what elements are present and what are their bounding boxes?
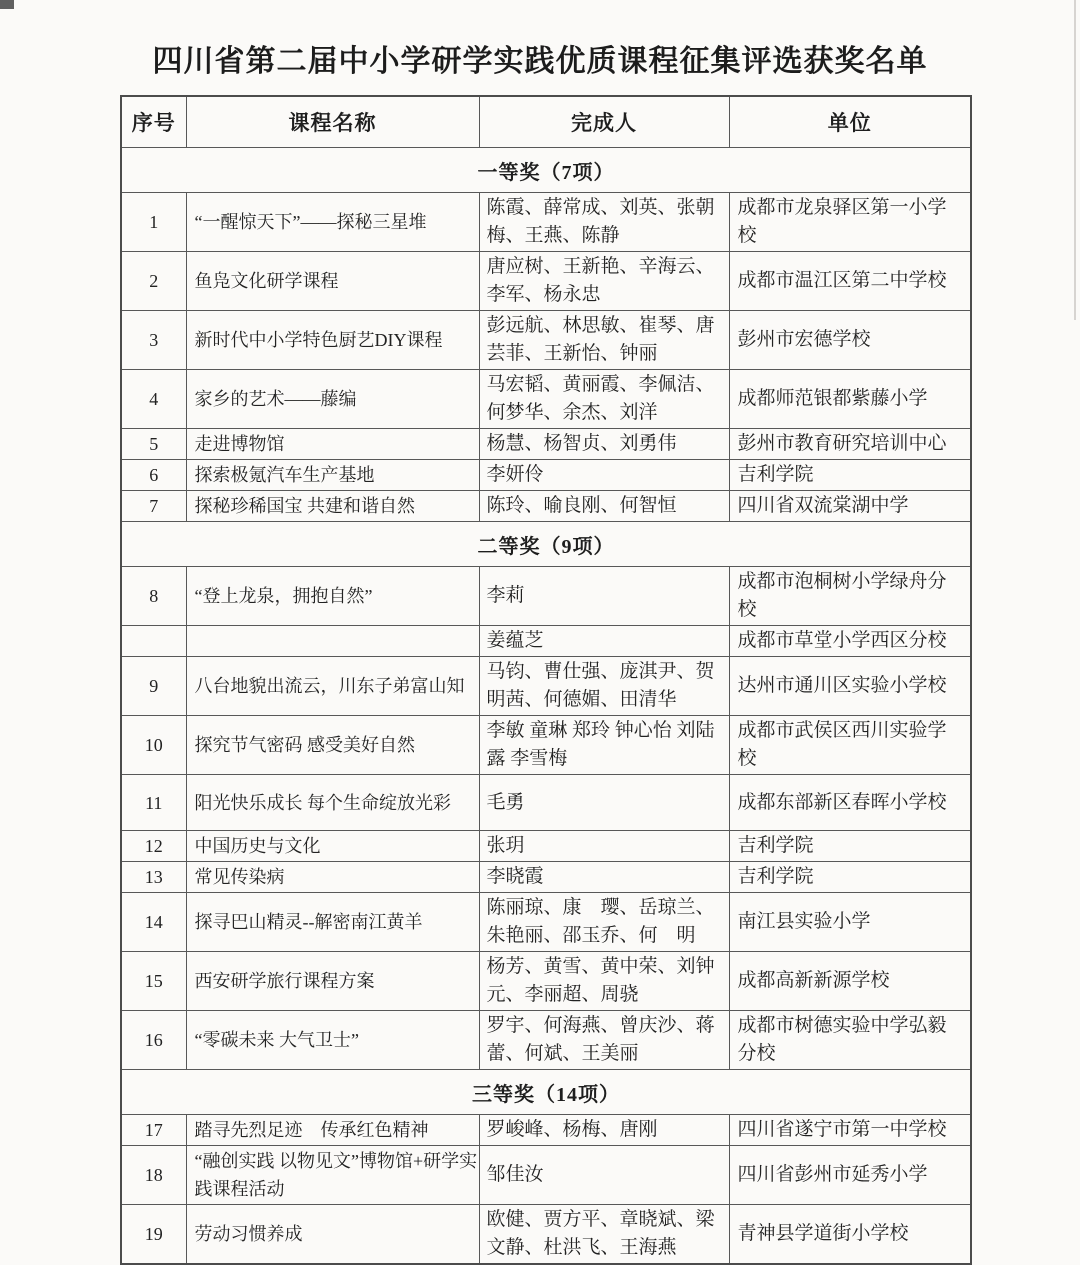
header-course: 课程名称 (186, 96, 479, 148)
unit-cell: 成都市草堂小学西区分校 (729, 626, 971, 657)
people-cell: 欧健、贾方平、章晓斌、梁文静、杜洪飞、王海燕 (479, 1205, 729, 1265)
people-cell: 彭远航、林思敏、崔琴、唐芸菲、王新怡、钟丽 (479, 311, 729, 370)
unit-cell: 青神县学道街小学校 (729, 1205, 971, 1265)
people-cell: 毛勇 (479, 775, 729, 831)
unit-cell: 彭州市教育研究培训中心 (729, 429, 971, 460)
table-row (121, 862, 971, 893)
table-row (121, 1011, 971, 1070)
award-table (120, 95, 972, 1265)
people-cell: 罗峻峰、杨梅、唐刚 (479, 1115, 729, 1146)
course-cell: 阳光快乐成长 每个生命绽放光彩 (186, 775, 479, 831)
section-label: 一等奖（7项） (121, 148, 971, 193)
num-cell: 10 (121, 716, 186, 775)
table-row (121, 429, 971, 460)
table-row (121, 831, 971, 862)
course-cell (186, 626, 479, 657)
table-row (121, 193, 971, 252)
section-label: 二等奖（9项） (121, 522, 971, 567)
num-cell: 7 (121, 491, 186, 522)
section-label: 三等奖（14项） (121, 1070, 971, 1115)
unit-cell: 吉利学院 (729, 862, 971, 893)
table-row (121, 657, 971, 716)
section-row (121, 522, 971, 567)
num-cell: 9 (121, 657, 186, 716)
course-cell: 鱼凫文化研学课程 (186, 252, 479, 311)
table-row (121, 1115, 971, 1146)
unit-cell: 成都市温江区第二中学校 (729, 252, 971, 311)
header-unit: 单位 (729, 96, 971, 148)
course-cell: “一醒惊天下”——探秘三星堆 (186, 193, 479, 252)
people-cell: 陈霞、薛常成、刘英、张朝梅、王燕、陈静 (479, 193, 729, 252)
unit-cell: 彭州市宏德学校 (729, 311, 971, 370)
num-cell: 5 (121, 429, 186, 460)
unit-cell: 四川省彭州市延秀小学 (729, 1146, 971, 1205)
table-row (121, 370, 971, 429)
people-cell: 姜蕴芝 (479, 626, 729, 657)
course-cell: 劳动习惯养成 (186, 1205, 479, 1265)
unit-cell: 成都市武侯区西川实验学校 (729, 716, 971, 775)
course-cell: “登上龙泉，拥抱自然” (186, 567, 479, 626)
table-row (121, 893, 971, 952)
course-cell: 踏寻先烈足迹 传承红色精神 (186, 1115, 479, 1146)
unit-cell: 成都高新新源学校 (729, 952, 971, 1011)
people-cell: 杨慧、杨智贞、刘勇伟 (479, 429, 729, 460)
course-cell: 西安研学旅行课程方案 (186, 952, 479, 1011)
unit-cell: 成都师范银都紫藤小学 (729, 370, 971, 429)
people-cell: 李莉 (479, 567, 729, 626)
num-cell: 18 (121, 1146, 186, 1205)
num-cell: 12 (121, 831, 186, 862)
table-row (121, 716, 971, 775)
section-row (121, 148, 971, 193)
num-cell: 6 (121, 460, 186, 491)
page-title: 四川省第二届中小学研学实践优质课程征集评选获奖名单 (152, 45, 928, 78)
people-cell: 李晓霞 (479, 862, 729, 893)
scan-artifact (0, 0, 14, 9)
table-header-row (121, 96, 971, 148)
course-cell: “融创实践 以物见文”博物馆+研学实践课程活动 (186, 1146, 479, 1205)
people-cell: 唐应树、王新艳、辛海云、李军、杨永忠 (479, 252, 729, 311)
unit-cell: 南江县实验小学 (729, 893, 971, 952)
people-cell: 陈丽琼、康 璎、岳琼兰、朱艳丽、邵玉乔、何 明 (479, 893, 729, 952)
table-row (121, 1146, 971, 1205)
course-cell: 探究节气密码 感受美好自然 (186, 716, 479, 775)
table-row (121, 952, 971, 1011)
num-cell (121, 626, 186, 657)
num-cell: 1 (121, 193, 186, 252)
unit-cell: 四川省遂宁市第一中学校 (729, 1115, 971, 1146)
people-cell: 李敏 童琳 郑玲 钟心怡 刘陆露 李雪梅 (479, 716, 729, 775)
num-cell: 16 (121, 1011, 186, 1070)
num-cell: 14 (121, 893, 186, 952)
people-cell: 张玥 (479, 831, 729, 862)
table-row (121, 252, 971, 311)
header-people: 完成人 (479, 96, 729, 148)
num-cell: 3 (121, 311, 186, 370)
people-cell: 陈玲、喻良刚、何智恒 (479, 491, 729, 522)
course-cell: “零碳未来 大气卫士” (186, 1011, 479, 1070)
unit-cell: 成都东部新区春晖小学校 (729, 775, 971, 831)
table-body (121, 148, 971, 1265)
unit-cell: 吉利学院 (729, 831, 971, 862)
section-row (121, 1070, 971, 1115)
unit-cell: 达州市通川区实验小学校 (729, 657, 971, 716)
num-cell: 13 (121, 862, 186, 893)
course-cell: 探秘珍稀国宝 共建和谐自然 (186, 491, 479, 522)
course-cell: 常见传染病 (186, 862, 479, 893)
course-cell: 八台地貌出流云，川东子弟富山知 (186, 657, 479, 716)
unit-cell: 成都市龙泉驿区第一小学校 (729, 193, 971, 252)
unit-cell: 四川省双流棠湖中学 (729, 491, 971, 522)
course-cell: 探寻巴山精灵--解密南江黄羊 (186, 893, 479, 952)
course-cell: 走进博物馆 (186, 429, 479, 460)
num-cell: 17 (121, 1115, 186, 1146)
num-cell: 2 (121, 252, 186, 311)
unit-cell: 成都市泡桐树小学绿舟分校 (729, 567, 971, 626)
people-cell: 李妍伶 (479, 460, 729, 491)
table-row (121, 491, 971, 522)
course-cell: 探索极氪汽车生产基地 (186, 460, 479, 491)
num-cell: 4 (121, 370, 186, 429)
people-cell: 罗宇、何海燕、曾庆沙、蒋蕾、何斌、王美丽 (479, 1011, 729, 1070)
people-cell: 马宏韬、黄丽霞、李佩洁、何梦华、余杰、刘洋 (479, 370, 729, 429)
num-cell: 11 (121, 775, 186, 831)
people-cell: 杨芳、黄雪、黄中荣、刘钟元、李丽超、周骁 (479, 952, 729, 1011)
header-num: 序号 (121, 96, 186, 148)
people-cell: 邹佳汝 (479, 1146, 729, 1205)
course-cell: 中国历史与文化 (186, 831, 479, 862)
table-row (121, 626, 971, 657)
table-row (121, 567, 971, 626)
num-cell: 15 (121, 952, 186, 1011)
table-row (121, 311, 971, 370)
table-row (121, 1205, 971, 1265)
table-row (121, 775, 971, 831)
course-cell: 家乡的艺术——藤编 (186, 370, 479, 429)
num-cell: 19 (121, 1205, 186, 1265)
unit-cell: 吉利学院 (729, 460, 971, 491)
table-row (121, 460, 971, 491)
unit-cell: 成都市树德实验中学弘毅分校 (729, 1011, 971, 1070)
course-cell: 新时代中小学特色厨艺DIY课程 (186, 311, 479, 370)
num-cell: 8 (121, 567, 186, 626)
people-cell: 马钧、曹仕强、庞淇尹、贺明茜、何德媚、田清华 (479, 657, 729, 716)
